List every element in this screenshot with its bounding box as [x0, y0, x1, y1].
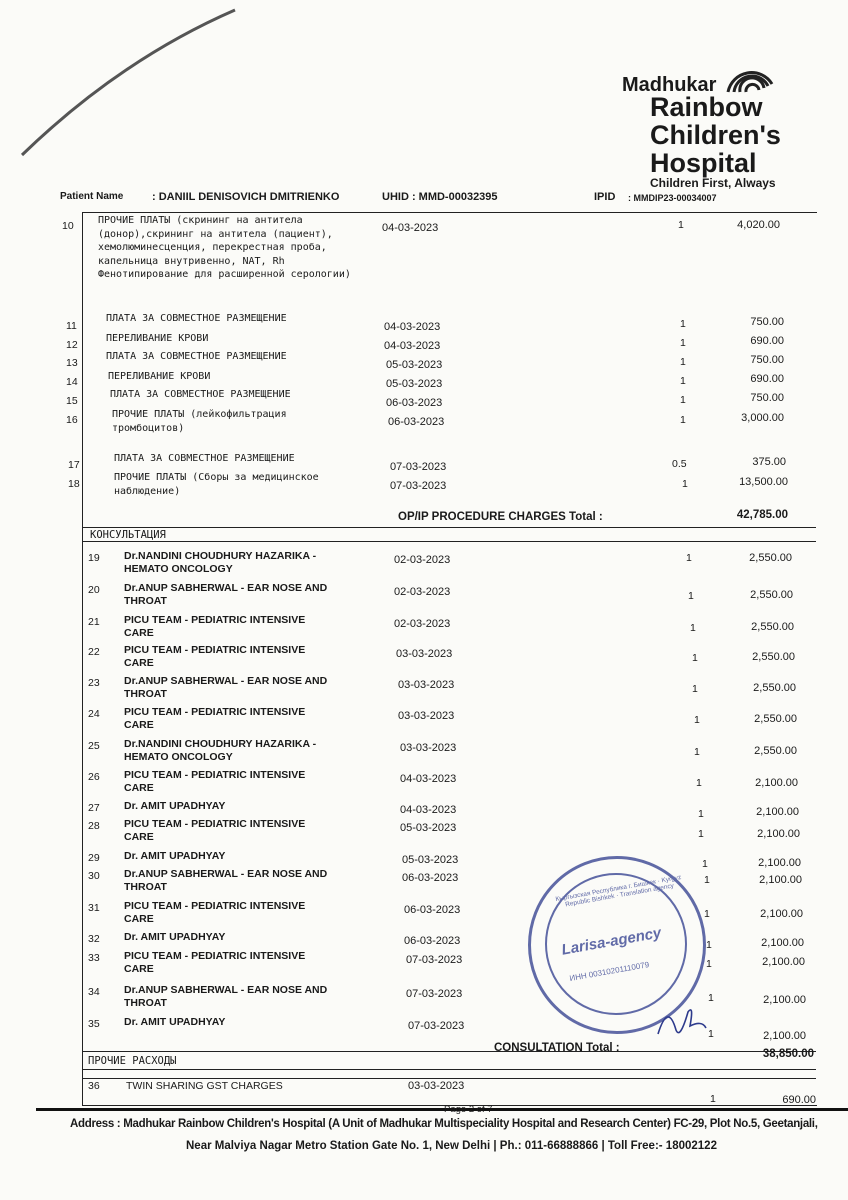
row-number: 10 [62, 220, 74, 232]
row-description: ПЕРЕЛИВАНИЕ КРОВИ [106, 333, 209, 344]
row-number: 17 [68, 459, 80, 471]
row-number: 36 [88, 1080, 100, 1092]
row-amount: 750.00 [750, 316, 784, 328]
row-qty: 1 [680, 414, 686, 426]
consultant-name: PICU TEAM - PEDIATRIC INTENSIVE CARE [124, 644, 306, 669]
row-qty: 1 [680, 337, 686, 349]
other-section-title: ПРОЧИЕ РАСХОДЫ [88, 1055, 177, 1067]
row-date: 07-03-2023 [408, 1020, 465, 1032]
consultant-name: Dr. AMIT UPADHYAY [124, 931, 226, 943]
row-qty: 1 [694, 746, 700, 758]
consultation-section-title: КОНСУЛЬТАЦИЯ [90, 529, 166, 541]
divider [82, 1051, 816, 1052]
row-date: 05-03-2023 [386, 359, 443, 371]
consultant-name: Dr.ANUP SABHERWAL - EAR NOSE AND THROAT [124, 868, 328, 893]
row-date: 03-03-2023 [398, 710, 455, 722]
row-amount: 2,100.00 [761, 937, 804, 949]
row-amount: 3,000.00 [741, 412, 784, 424]
row-amount: 2,550.00 [753, 682, 796, 694]
row-qty: 1 [692, 683, 698, 695]
row-date: 03-03-2023 [398, 679, 455, 691]
row-date: 02-03-2023 [394, 618, 451, 630]
row-amount: 2,550.00 [754, 713, 797, 725]
rainbow-logo-icon [722, 62, 776, 96]
patient-name-value: : DANIIL DENISOVICH DMITRIENKO [152, 191, 340, 203]
consultant-name: PICU TEAM - PEDIATRIC INTENSIVE CARE [124, 769, 306, 794]
row-qty: 1 [690, 622, 696, 634]
row-qty: 1 [704, 874, 710, 886]
row-number: 14 [66, 376, 78, 388]
stamp-inn: ИНН 00310201110079 [568, 960, 650, 983]
procedure-total-label: OP/IP PROCEDURE CHARGES Total : [398, 511, 603, 523]
row-description: ПЕРЕЛИВАНИЕ КРОВИ [108, 371, 211, 382]
row-number: 21 [88, 616, 100, 628]
row-amount: 750.00 [750, 392, 784, 404]
row-amount: 2,100.00 [757, 828, 800, 840]
uhid: UHID : MMD-00032395 [382, 191, 498, 203]
divider [82, 1078, 816, 1079]
row-number: 24 [88, 708, 100, 720]
row-amount: 750.00 [750, 354, 784, 366]
row-qty: 1 [680, 318, 686, 330]
row-number: 15 [66, 395, 78, 407]
row-date: 06-03-2023 [404, 904, 461, 916]
row-number: 27 [88, 802, 100, 814]
row-qty: 0.5 [672, 458, 687, 470]
row-date: 07-03-2023 [406, 954, 463, 966]
row-amount: 2,100.00 [763, 994, 806, 1006]
row-amount: 4,020.00 [737, 219, 780, 231]
row-qty: 1 [680, 394, 686, 406]
patient-name-label: Patient Name [60, 191, 124, 202]
hospital-name-line2: Rainbow [650, 92, 763, 122]
row-number: 28 [88, 820, 100, 832]
footer-address-line2: Near Malviya Nagar Metro Station Gate No. 1, New Delhi | Ph.: 011-66888866 | Toll Free:- 18002122 [186, 1140, 717, 1152]
row-amount: 375.00 [752, 456, 786, 468]
procedure-total-amount: 42,785.00 [736, 509, 788, 521]
consultant-name: Dr.ANUP SABHERWAL - EAR NOSE AND THROAT [124, 984, 328, 1009]
row-qty: 1 [704, 908, 710, 920]
row-qty: 1 [708, 992, 714, 1004]
row-date: 06-03-2023 [386, 397, 443, 409]
row-amount: 2,100.00 [760, 908, 803, 920]
row-date: 05-03-2023 [386, 378, 443, 390]
hospital-name-line4: Hospital [650, 148, 757, 178]
row-amount: 690.00 [750, 335, 784, 347]
stamp-main-text: Larisa-agency [560, 924, 663, 959]
row-date: 02-03-2023 [394, 554, 451, 566]
row-date: 07-03-2023 [406, 988, 463, 1000]
consultation-total-label: CONSULTATION Total : [494, 1042, 620, 1054]
row-date: 02-03-2023 [394, 586, 451, 598]
row-amount: 2,100.00 [763, 1030, 806, 1042]
row-amount: 2,100.00 [758, 857, 801, 869]
row-qty: 1 [682, 478, 688, 490]
row-amount: 13,500.00 [739, 476, 788, 488]
row-qty: 1 [692, 652, 698, 664]
row-number: 26 [88, 771, 100, 783]
row-description: ПРОЧИЕ ПЛАТЫ (скрининг на антитела (донор),скрининг на антитела (пациент), хемолюминесценция, перекрестная проба, капельница внутривенно, NAT, Rh Фенотипирование для расширенной серологии) [98, 215, 351, 280]
row-number: 22 [88, 646, 100, 658]
consultant-name: PICU TEAM - PEDIATRIC INTENSIVE CARE [124, 818, 306, 843]
row-number: 13 [66, 357, 78, 369]
row-date: 03-03-2023 [400, 742, 457, 754]
row-date: 05-03-2023 [402, 854, 459, 866]
row-number: 31 [88, 902, 100, 914]
row-description: TWIN SHARING GST CHARGES [126, 1080, 283, 1092]
consultant-name: PICU TEAM - PEDIATRIC INTENSIVE CARE [124, 706, 306, 731]
divider [82, 541, 816, 542]
row-date: 06-03-2023 [404, 935, 461, 947]
row-description: ПЛАТА ЗА СОВМЕСТНОЕ РАЗМЕЩЕНИЕ [110, 389, 291, 400]
row-date: 04-03-2023 [400, 773, 457, 785]
row-qty: 1 [678, 219, 684, 231]
row-qty: 1 [688, 590, 694, 602]
row-date: 07-03-2023 [390, 480, 447, 492]
consultation-total-amount: 38,850.00 [762, 1048, 814, 1060]
row-number: 29 [88, 852, 100, 864]
hospital-name-line1: Madhukar [622, 74, 717, 96]
row-date: 03-03-2023 [396, 648, 453, 660]
row-description: ПЛАТА ЗА СОВМЕСТНОЕ РАЗМЕЩЕНИЕ [114, 453, 295, 464]
consultant-name: PICU TEAM - PEDIATRIC INTENSIVE CARE [124, 900, 306, 925]
consultant-name: Dr. AMIT UPADHYAY [124, 850, 226, 862]
row-amount: 2,100.00 [756, 806, 799, 818]
row-amount: 690.00 [782, 1094, 816, 1106]
row-date: 04-03-2023 [384, 340, 441, 352]
row-amount: 2,100.00 [755, 777, 798, 789]
row-date: 04-03-2023 [384, 321, 441, 333]
row-qty: 1 [708, 1028, 714, 1040]
row-date: 07-03-2023 [390, 461, 447, 473]
row-amount: 2,100.00 [759, 874, 802, 886]
consultant-name: Dr. AMIT UPADHYAY [124, 800, 226, 812]
row-description: ПЛАТА ЗА СОВМЕСТНОЕ РАЗМЕЩЕНИЕ [106, 351, 287, 362]
row-amount: 2,550.00 [754, 745, 797, 757]
row-amount: 2,100.00 [762, 956, 805, 968]
row-number: 18 [68, 478, 80, 490]
row-number: 23 [88, 677, 100, 689]
row-qty: 1 [698, 808, 704, 820]
row-amount: 2,550.00 [752, 651, 795, 663]
row-number: 12 [66, 339, 78, 351]
footer-address-line1: Address : Madhukar Rainbow Children's Hospital (A Unit of Madhukar Multispeciality Hospital and Research Center) FC-29, Plot No.5, Geetanjali, [70, 1118, 818, 1130]
row-number: 35 [88, 1018, 100, 1030]
consultant-name: PICU TEAM - PEDIATRIC INTENSIVE CARE [124, 614, 306, 639]
row-description: ПЛАТА ЗА СОВМЕСТНОЕ РАЗМЕЩЕНИЕ [106, 313, 287, 324]
footer-rule [36, 1108, 848, 1111]
ipid-value: : MMDIP23-00034007 [628, 193, 717, 203]
row-amount: 690.00 [750, 373, 784, 385]
divider [82, 1069, 816, 1070]
row-qty: 1 [680, 375, 686, 387]
signature [650, 1000, 710, 1042]
row-qty: 1 [686, 552, 692, 564]
ipid-label: IPID [594, 191, 616, 203]
row-qty: 1 [706, 939, 712, 951]
row-number: 20 [88, 584, 100, 596]
row-number: 19 [88, 552, 100, 564]
consultant-name: PICU TEAM - PEDIATRIC INTENSIVE CARE [124, 950, 306, 975]
row-date: 03-03-2023 [408, 1080, 465, 1092]
row-number: 34 [88, 986, 100, 998]
row-qty: 1 [706, 958, 712, 970]
row-qty: 1 [694, 714, 700, 726]
row-date: 06-03-2023 [388, 416, 445, 428]
row-qty: 1 [702, 858, 708, 870]
hospital-tagline: Children First, Always [650, 176, 776, 190]
row-amount: 2,550.00 [749, 552, 792, 564]
consultant-name: Dr. AMIT UPADHYAY [124, 1016, 226, 1028]
row-number: 30 [88, 870, 100, 882]
row-date: 06-03-2023 [402, 872, 459, 884]
row-date: 05-03-2023 [400, 822, 457, 834]
row-qty: 1 [680, 356, 686, 368]
stamp-ring-text: Кыргызская Республика г. Бишкек · Kyrgyz Republic Bishkek · Translation agency [554, 874, 682, 909]
row-number: 25 [88, 740, 100, 752]
row-qty: 1 [696, 777, 702, 789]
consultant-name: Dr.ANUP SABHERWAL - EAR NOSE AND THROAT [124, 582, 328, 607]
consultant-name: Dr.NANDINI CHOUDHURY HAZARIKA - HEMATO ONCOLOGY [124, 738, 317, 763]
row-amount: 2,550.00 [751, 621, 794, 633]
consultant-name: Dr.ANUP SABHERWAL - EAR NOSE AND THROAT [124, 675, 328, 700]
row-date: 04-03-2023 [382, 222, 439, 234]
row-number: 32 [88, 933, 100, 945]
row-number: 16 [66, 414, 78, 426]
row-qty: 1 [710, 1093, 716, 1105]
consultant-name: Dr.NANDINI CHOUDHURY HAZARIKA - HEMATO ONCOLOGY [124, 550, 317, 575]
row-amount: 2,550.00 [750, 589, 793, 601]
row-number: 11 [66, 320, 77, 332]
row-description: ПРОЧИЕ ПЛАТЫ (лейкофильтрация тромбоцитов) [112, 409, 287, 434]
hospital-name-line3: Children's [650, 120, 781, 150]
row-qty: 1 [698, 828, 704, 840]
row-description: ПРОЧИЕ ПЛАТЫ (Сборы за медицинское наблюдение) [114, 472, 319, 497]
divider [82, 527, 816, 528]
row-date: 04-03-2023 [400, 804, 457, 816]
row-number: 33 [88, 952, 100, 964]
page-number: Page 2 of 7 [444, 1104, 493, 1115]
